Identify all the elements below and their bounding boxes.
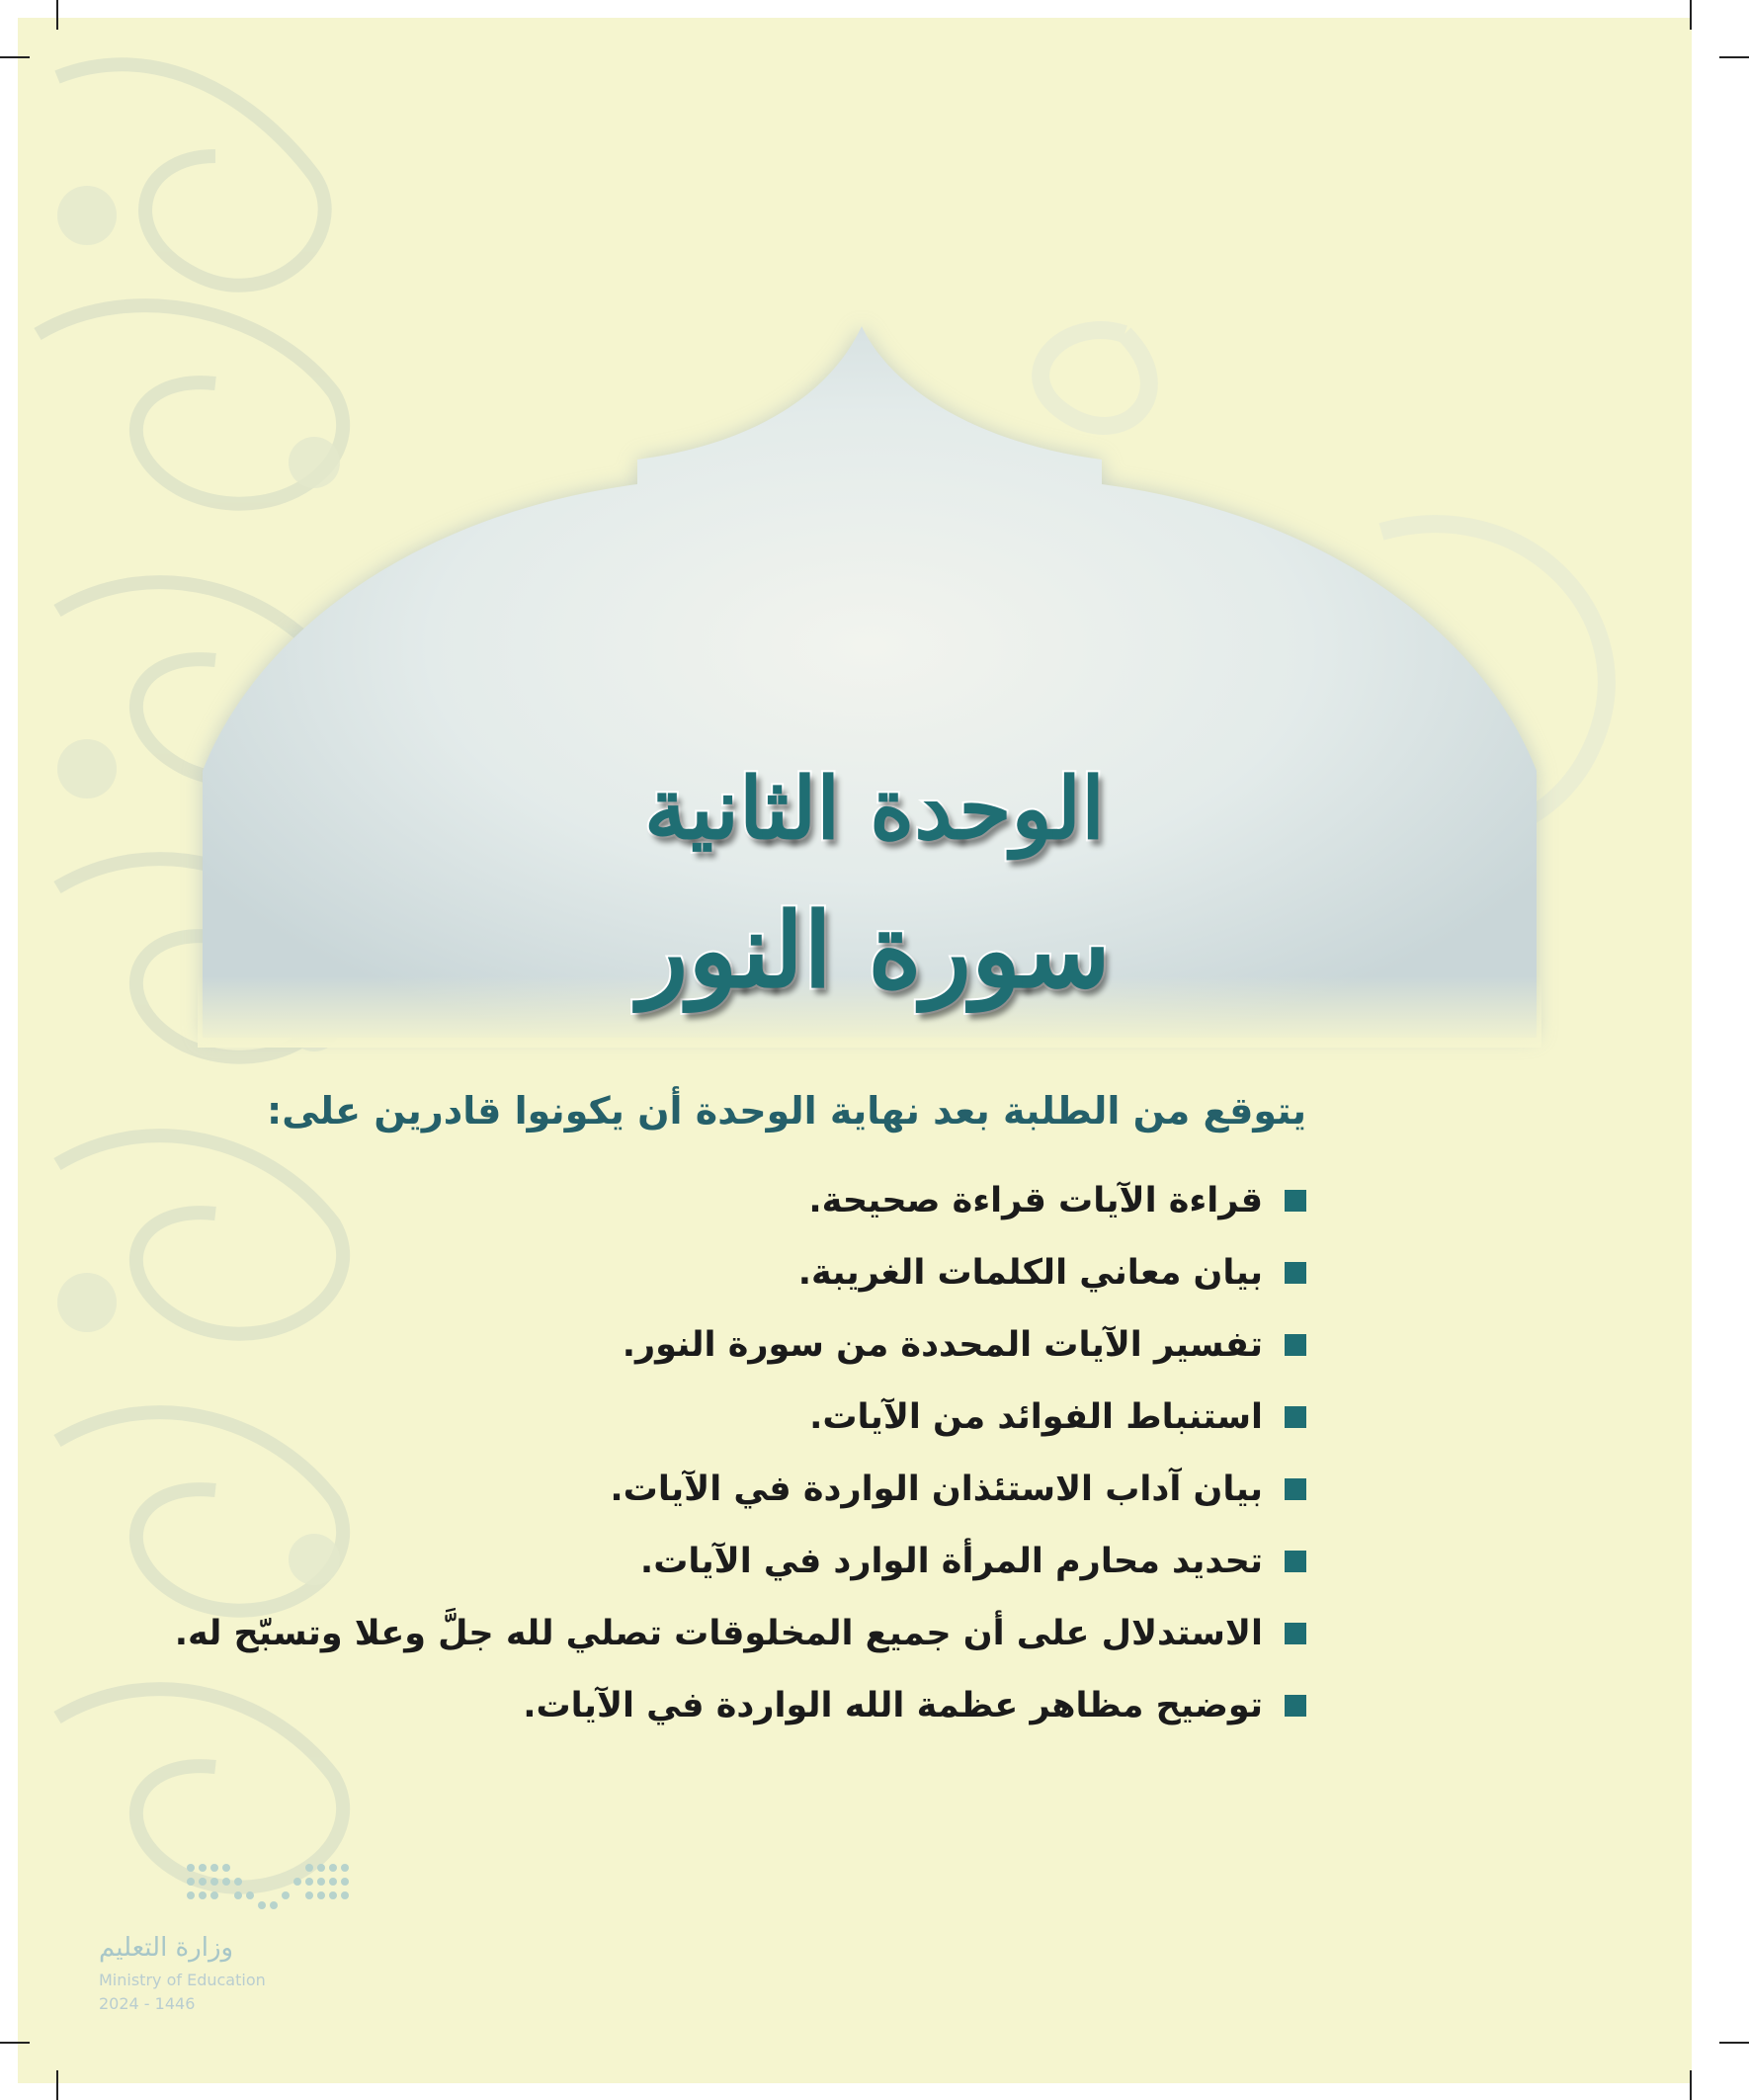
square-bullet-icon xyxy=(1285,1190,1306,1212)
ministry-name-ar: وزارة التعليم xyxy=(99,1933,234,1963)
square-bullet-icon xyxy=(1285,1334,1306,1356)
square-bullet-icon xyxy=(1285,1478,1306,1500)
objective-text: الاستدلال على أن جميع المخلوقات تصلي لله جلَّ وعلا وتسبّح له. xyxy=(174,1613,1263,1653)
objectives-list xyxy=(175,1164,1306,1741)
square-bullet-icon xyxy=(1285,1551,1306,1572)
unit-title: الوحدة الثانية xyxy=(643,759,1106,859)
objective-text: تحديد محارم المرأة الوارد في الآيات. xyxy=(639,1541,1263,1581)
ministry-dots-icon xyxy=(183,1858,351,1917)
ministry-name-en: Ministry of Education xyxy=(99,1971,266,1989)
surah-title: سورة النور xyxy=(638,889,1111,1011)
objective-text: توضيح مظاهر عظمة الله الواردة في الآيات. xyxy=(523,1685,1263,1725)
objective-item xyxy=(175,1669,1306,1741)
square-bullet-icon xyxy=(1285,1262,1306,1284)
square-bullet-icon xyxy=(1285,1623,1306,1644)
objective-item xyxy=(175,1525,1306,1597)
objective-text: استنباط الفوائد من الآيات. xyxy=(809,1396,1263,1437)
objective-text: قراءة الآيات قراءة صحيحة. xyxy=(808,1180,1263,1220)
objective-text: بيان معاني الكلمات الغريبة. xyxy=(797,1252,1263,1293)
objective-item xyxy=(175,1164,1306,1236)
objective-text: تفسير الآيات المحددة من سورة النور. xyxy=(622,1324,1263,1365)
square-bullet-icon xyxy=(1285,1406,1306,1428)
objectives-intro: يتوقع من الطلبة بعد نهاية الوحدة أن يكونوا قادرين على: xyxy=(267,1089,1306,1133)
objective-item xyxy=(175,1597,1306,1669)
objective-item xyxy=(175,1236,1306,1308)
objective-item xyxy=(175,1453,1306,1525)
objective-item xyxy=(175,1381,1306,1453)
objective-text: بيان آداب الاستئذان الواردة في الآيات. xyxy=(610,1469,1263,1509)
edition-year: 2024 - 1446 xyxy=(99,1994,196,2013)
square-bullet-icon xyxy=(1285,1695,1306,1717)
objective-item xyxy=(175,1308,1306,1381)
